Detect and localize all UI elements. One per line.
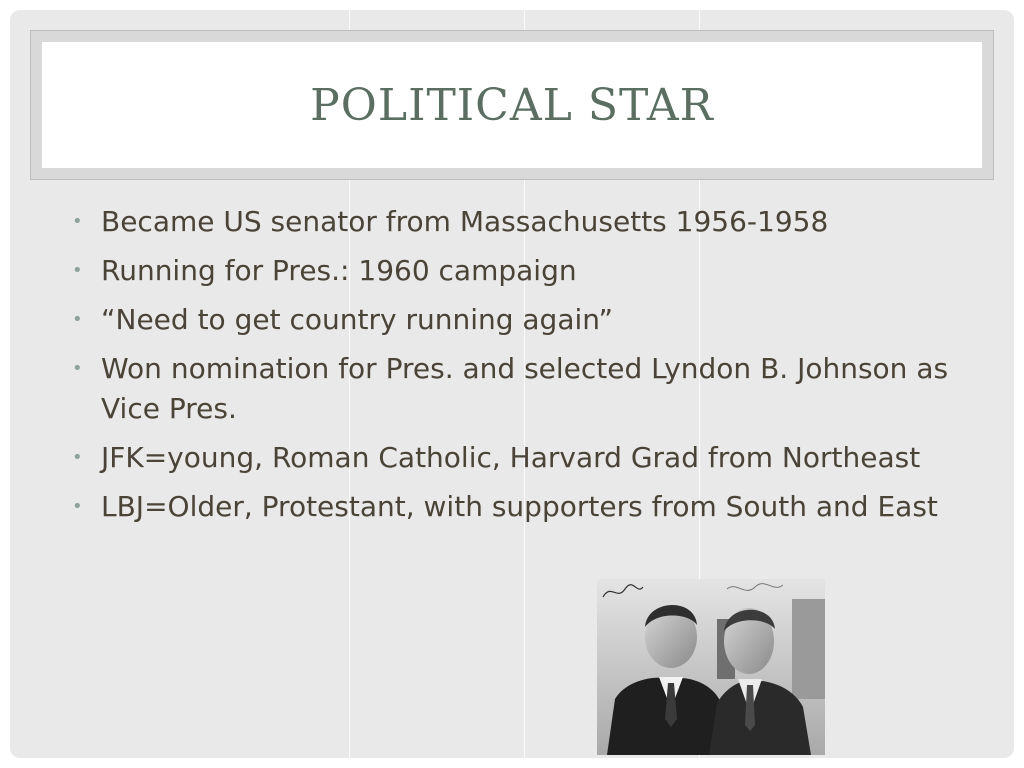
slide-title: POLITICAL STAR [310,79,714,131]
bullet-text: Became US senator from Massachusetts 1956-1958 [101,205,829,238]
bullet-text: Won nomination for Pres. and selected Lyndon B. Johnson as Vice Pres. [101,352,949,425]
bullet-icon: • [72,211,83,232]
bullet-icon: • [72,260,83,281]
bullet-icon: • [72,309,83,330]
title-frame [30,30,994,180]
bullet-list [72,202,952,536]
bullet-item [72,349,952,429]
bullet-text: JFK=young, Roman Catholic, Harvard Grad from Northeast [101,441,921,474]
bullet-icon: • [72,496,83,517]
bullet-item [72,487,952,527]
bullet-item [72,300,952,340]
bullet-item [72,251,952,291]
bullet-item [72,202,952,242]
jfk-lbj-photo [597,579,825,755]
bullet-text: “Need to get country running again” [101,303,613,336]
photo-image [597,579,825,755]
bullet-icon: • [72,358,83,379]
bullet-icon: • [72,447,83,468]
bullet-text: Running for Pres.: 1960 campaign [101,254,577,287]
title-box [42,42,982,168]
slide [10,10,1014,758]
bullet-text: LBJ=Older, Protestant, with supporters from South and East [101,490,938,523]
bullet-item [72,438,952,478]
